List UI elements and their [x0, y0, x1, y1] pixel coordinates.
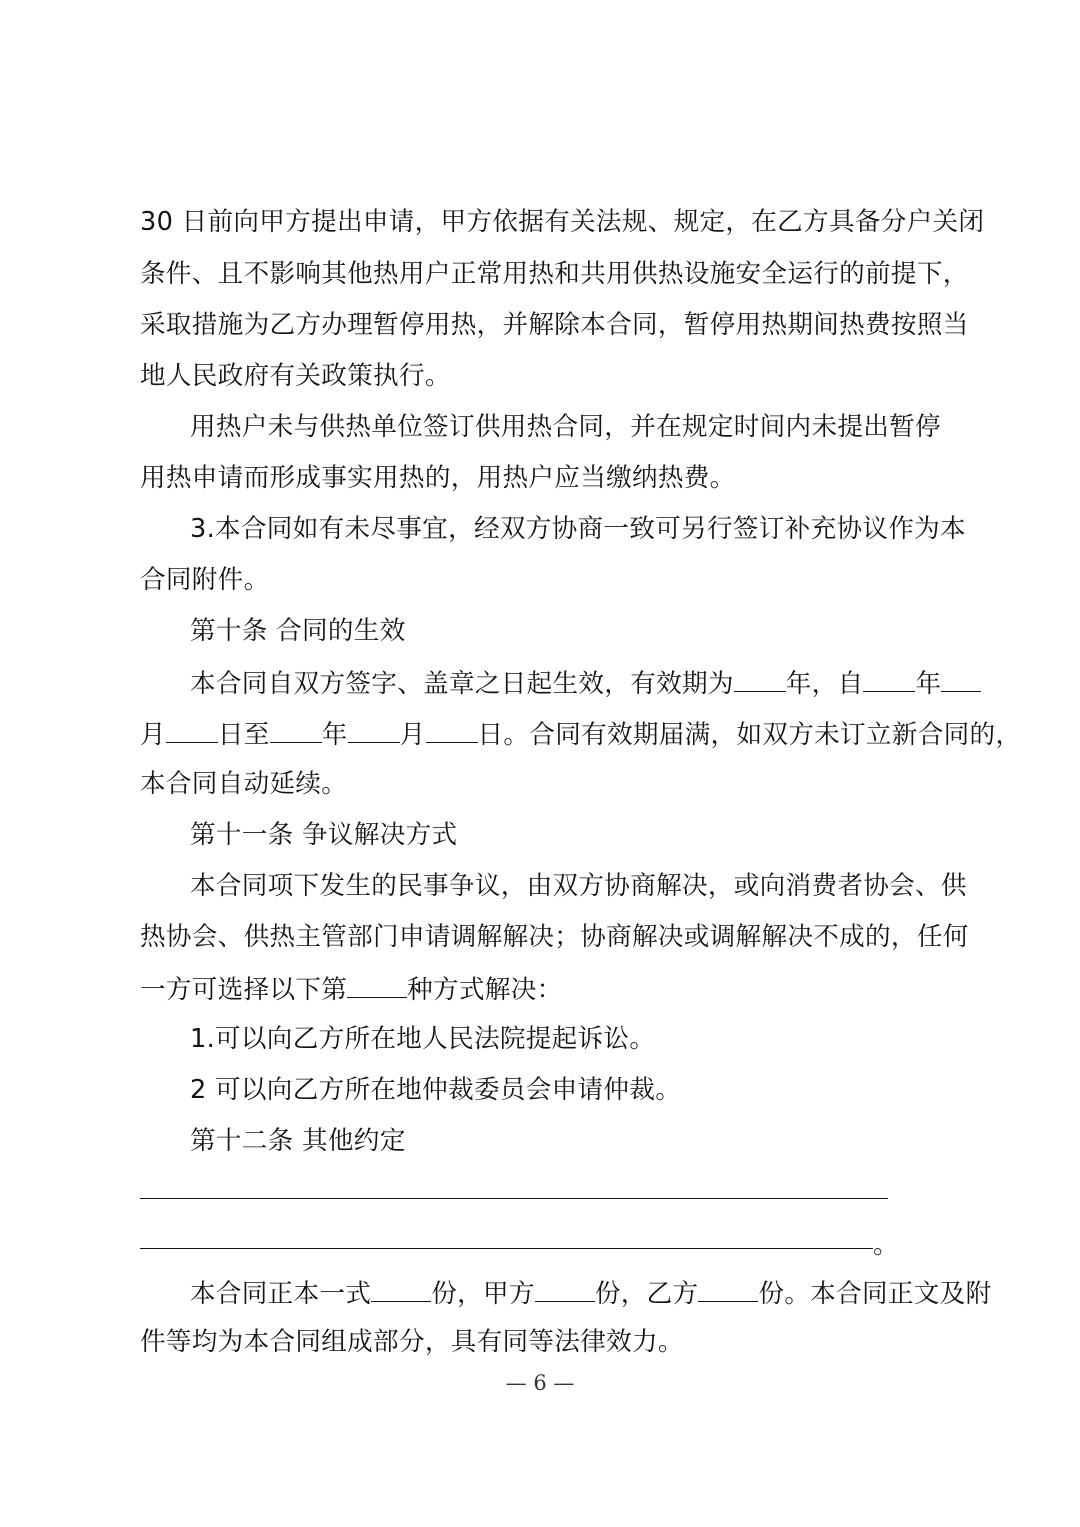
party-b-copies-blank[interactable] — [698, 1275, 758, 1302]
dispute-option-1: 1.可以向乙方所在地人民法院提起诉讼。 — [190, 1024, 656, 1054]
paragraph-line-5: 用热户未与供热单位签订供用热合同，并在规定时间内未提出暂停 — [190, 412, 941, 442]
paragraph-line-8: 合同附件。 — [140, 565, 270, 595]
other-terms-line-2[interactable] — [140, 1248, 873, 1249]
paragraph-line-4: 地人民政府有关政策执行。 — [140, 361, 451, 391]
paragraph-line-1: 30 日前向甲方提出申请，甲方依据有关法规、规定，在乙方具备分户关闭 — [140, 207, 985, 237]
end-day-blank[interactable] — [426, 716, 478, 743]
copies-text-d: 份。本合同正文及附 — [758, 1279, 992, 1309]
dispute-line-2: 热协会、供热主管部门申请调解解决；协商解决或调解解决不成的，任何 — [140, 922, 969, 952]
validity-text-7: 月 — [399, 720, 426, 750]
dispute-text-a: 一方可选择以下第 — [140, 975, 348, 1005]
copies-line-1 — [190, 1275, 991, 1311]
validity-line-2 — [140, 716, 1021, 752]
total-copies-blank[interactable] — [371, 1275, 431, 1302]
copies-text-c: 份，乙方 — [594, 1279, 699, 1309]
paragraph-line-2: 条件、且不影响其他热用户正常用热和共用供热设施安全运行的前提下， — [140, 259, 969, 289]
validity-text-3: 年 — [915, 669, 942, 699]
dispute-text-b: 种方式解决： — [407, 975, 563, 1005]
validity-line-3: 本合同自动延续。 — [140, 769, 348, 799]
dispute-line-3 — [140, 971, 563, 1007]
other-terms-line-1[interactable] — [140, 1198, 888, 1199]
dispute-line-1: 本合同项下发生的民事争议，由双方协商解决，或向消费者协会、供 — [190, 871, 967, 901]
validity-text-5: 日至 — [217, 720, 270, 750]
paragraph-line-7: 3.本合同如有未尽事宜，经双方协商一致可另行签订补充协议作为本 — [190, 514, 966, 544]
validity-text-1: 本合同自双方签字、盖章之日起生效，有效期为 — [190, 669, 734, 699]
other-terms-end-mark: 。 — [873, 1230, 899, 1260]
validity-text-8: 日。合同有效期届满，如双方未订立新合同的， — [477, 720, 1022, 750]
party-a-copies-blank[interactable] — [535, 1275, 595, 1302]
end-month-blank[interactable] — [348, 716, 400, 743]
end-year-blank[interactable] — [270, 716, 322, 743]
start-day-blank[interactable] — [166, 716, 218, 743]
article-10-title: 第十条 合同的生效 — [190, 616, 406, 646]
validity-line-1 — [190, 665, 981, 701]
validity-text-4: 月 — [140, 720, 166, 750]
page-number: — 6 — — [505, 1371, 575, 1395]
validity-text-6: 年 — [321, 720, 348, 750]
copies-text-a: 本合同正本一式 — [190, 1279, 372, 1309]
validity-years-blank[interactable] — [734, 665, 786, 692]
article-12-title: 第十二条 其他约定 — [190, 1126, 406, 1156]
paragraph-line-3: 采取措施为乙方办理暂停用热，并解除本合同，暂停用热期间热费按照当 — [140, 310, 969, 340]
copies-text-b: 份，甲方 — [431, 1279, 535, 1309]
dispute-method-blank[interactable] — [347, 971, 407, 998]
validity-text-2: 年，自 — [785, 669, 864, 699]
dispute-option-2: 2 可以向乙方所在地仲裁委员会申请仲裁。 — [190, 1075, 682, 1105]
start-year-blank[interactable] — [863, 665, 915, 692]
article-11-title: 第十一条 争议解决方式 — [190, 820, 458, 850]
start-month-blank[interactable] — [941, 665, 981, 692]
paragraph-line-6: 用热申请而形成事实用热的，用热户应当缴纳热费。 — [140, 463, 736, 493]
copies-line-2: 件等均为本合同组成部分，具有同等法律效力。 — [140, 1327, 684, 1357]
